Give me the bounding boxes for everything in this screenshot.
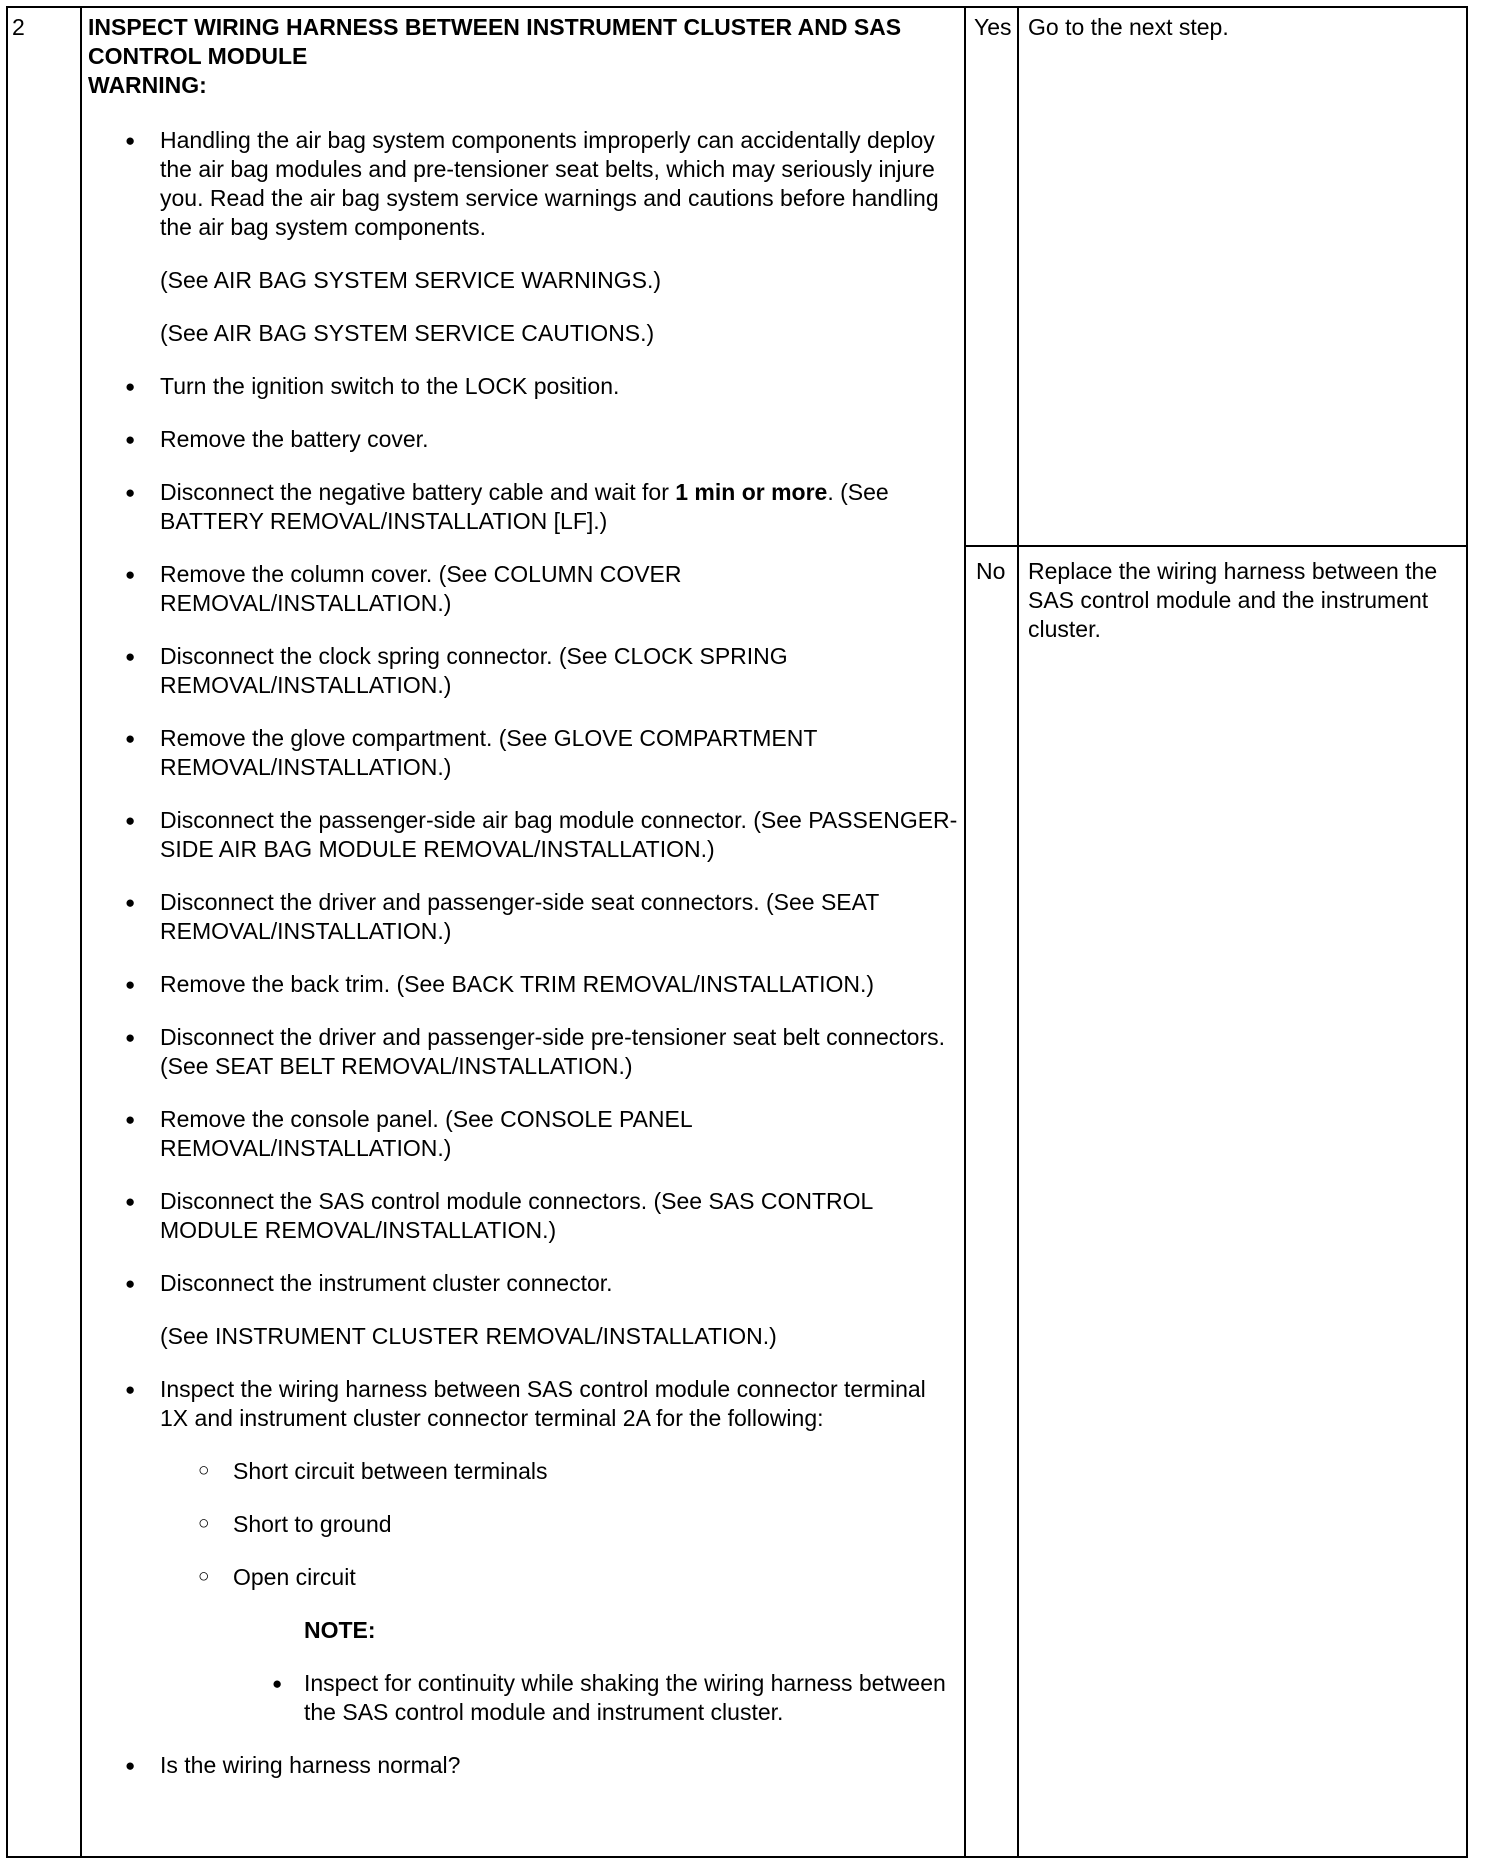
procedure-bullet-item — [88, 1669, 958, 1727]
item-text: Disconnect the SAS control module connectors. (See SAS CONTROL MODULE REMOVAL/INSTALLATION.) — [160, 1188, 873, 1243]
procedure-bullet-item — [88, 560, 958, 618]
column-divider-result-label — [964, 6, 966, 1858]
item-text: Remove the back trim. (See BACK TRIM REMOVAL/INSTALLATION.) — [160, 971, 875, 997]
item-text: (See AIR BAG SYSTEM SERVICE CAUTIONS.) — [160, 320, 655, 346]
procedure-bullet-item — [88, 806, 958, 864]
procedure-bullet-item — [88, 1269, 958, 1298]
note-label — [88, 1616, 958, 1645]
item-text: Turn the ignition switch to the LOCK position. — [160, 373, 620, 399]
item-text: Disconnect the negative battery cable and wait for — [160, 479, 676, 505]
procedure-bullet-item — [88, 126, 958, 242]
item-text: Inspect the wiring harness between SAS control module connector terminal 1X and instrument cluster connector terminal 2A for the following: — [160, 1376, 926, 1431]
note-label-text: NOTE: — [304, 1617, 376, 1643]
procedure-bullet-item — [88, 642, 958, 700]
warning-label: WARNING: — [88, 72, 207, 98]
procedure-bullet-item — [88, 1510, 958, 1539]
item-text: Remove the console panel. (See CONSOLE PANEL REMOVAL/INSTALLATION.) — [160, 1106, 692, 1161]
procedure-bullet-item — [88, 970, 958, 999]
item-text: Disconnect the driver and passenger-side seat connectors. (See SEAT REMOVAL/INSTALLATION.) — [160, 889, 879, 944]
step-number: 2 — [12, 14, 25, 40]
procedure-bullet-item — [88, 724, 958, 782]
result-no-label: No — [976, 558, 1006, 584]
item-text: Short to ground — [233, 1511, 392, 1537]
item-text: Remove the glove compartment. (See GLOVE COMPARTMENT REMOVAL/INSTALLATION.) — [160, 725, 818, 780]
item-emphasis: 1 min or more — [675, 479, 828, 505]
item-text: Is the wiring harness normal? — [160, 1752, 461, 1778]
item-text: Remove the column cover. (See COLUMN COVER REMOVAL/INSTALLATION.) — [160, 561, 682, 616]
procedure-text — [88, 266, 958, 295]
procedure-bullet-item — [88, 372, 958, 401]
procedure-bullet-item — [88, 1105, 958, 1163]
procedure-bullet-item — [88, 1751, 958, 1780]
item-text: Disconnect the instrument cluster connector. — [160, 1270, 613, 1296]
item-text: Inspect for continuity while shaking the wiring harness between the SAS control module and instrument cluster. — [304, 1670, 946, 1725]
item-text: (See INSTRUMENT CLUSTER REMOVAL/INSTALLATION.) — [160, 1323, 777, 1349]
item-text: Handling the air bag system components improperly can accidentally deploy the air bag modules and pre-tensioner seat belts, which may seriously injure you. Read the air bag system service warnings and cautions before handling the air bag system components. — [160, 127, 939, 240]
column-divider-action — [1017, 6, 1019, 1858]
item-text: Open circuit — [233, 1564, 356, 1590]
result-no-action: Replace the wiring harness between the SAS control module and the instrument cluster. — [1028, 558, 1438, 642]
step-title: INSPECT WIRING HARNESS BETWEEN INSTRUMENT CLUSTER AND SAS CONTROL MODULE — [88, 14, 902, 69]
result-yes-action: Go to the next step. — [1028, 14, 1229, 40]
item-text: . (See BATTERY REMOVAL/INSTALLATION [LF].) — [160, 479, 889, 534]
item-text: Disconnect the clock spring connector. (See CLOCK SPRING REMOVAL/INSTALLATION.) — [160, 643, 788, 698]
procedure-text — [88, 1322, 958, 1351]
item-text: Disconnect the passenger-side air bag module connector. (See PASSENGER-SIDE AIR BAG MODULE REMOVAL/INSTALLATION.) — [160, 807, 958, 862]
procedure-bullet-item — [88, 1563, 958, 1592]
item-text: Short circuit between terminals — [233, 1458, 548, 1484]
procedure-bullet-item — [88, 1375, 958, 1433]
result-yes-label: Yes — [974, 14, 1012, 40]
row-divider-yes-no — [964, 545, 1466, 547]
item-text: Remove the battery cover. — [160, 426, 429, 452]
item-text: (See AIR BAG SYSTEM SERVICE WARNINGS.) — [160, 267, 662, 293]
procedure-bullet-item — [88, 478, 958, 536]
procedure-bullet-item — [88, 888, 958, 946]
procedure-bullet-item — [88, 1187, 958, 1245]
column-divider-step — [80, 6, 82, 1858]
procedure-bullet-item — [88, 1023, 958, 1081]
procedure-list — [88, 126, 958, 1804]
item-text: Disconnect the driver and passenger-side pre-tensioner seat belt connectors. (See SEAT BELT REMOVAL/INSTALLATION.) — [160, 1024, 945, 1079]
procedure-text — [88, 319, 958, 348]
procedure-bullet-item — [88, 425, 958, 454]
procedure-bullet-item — [88, 1457, 958, 1486]
